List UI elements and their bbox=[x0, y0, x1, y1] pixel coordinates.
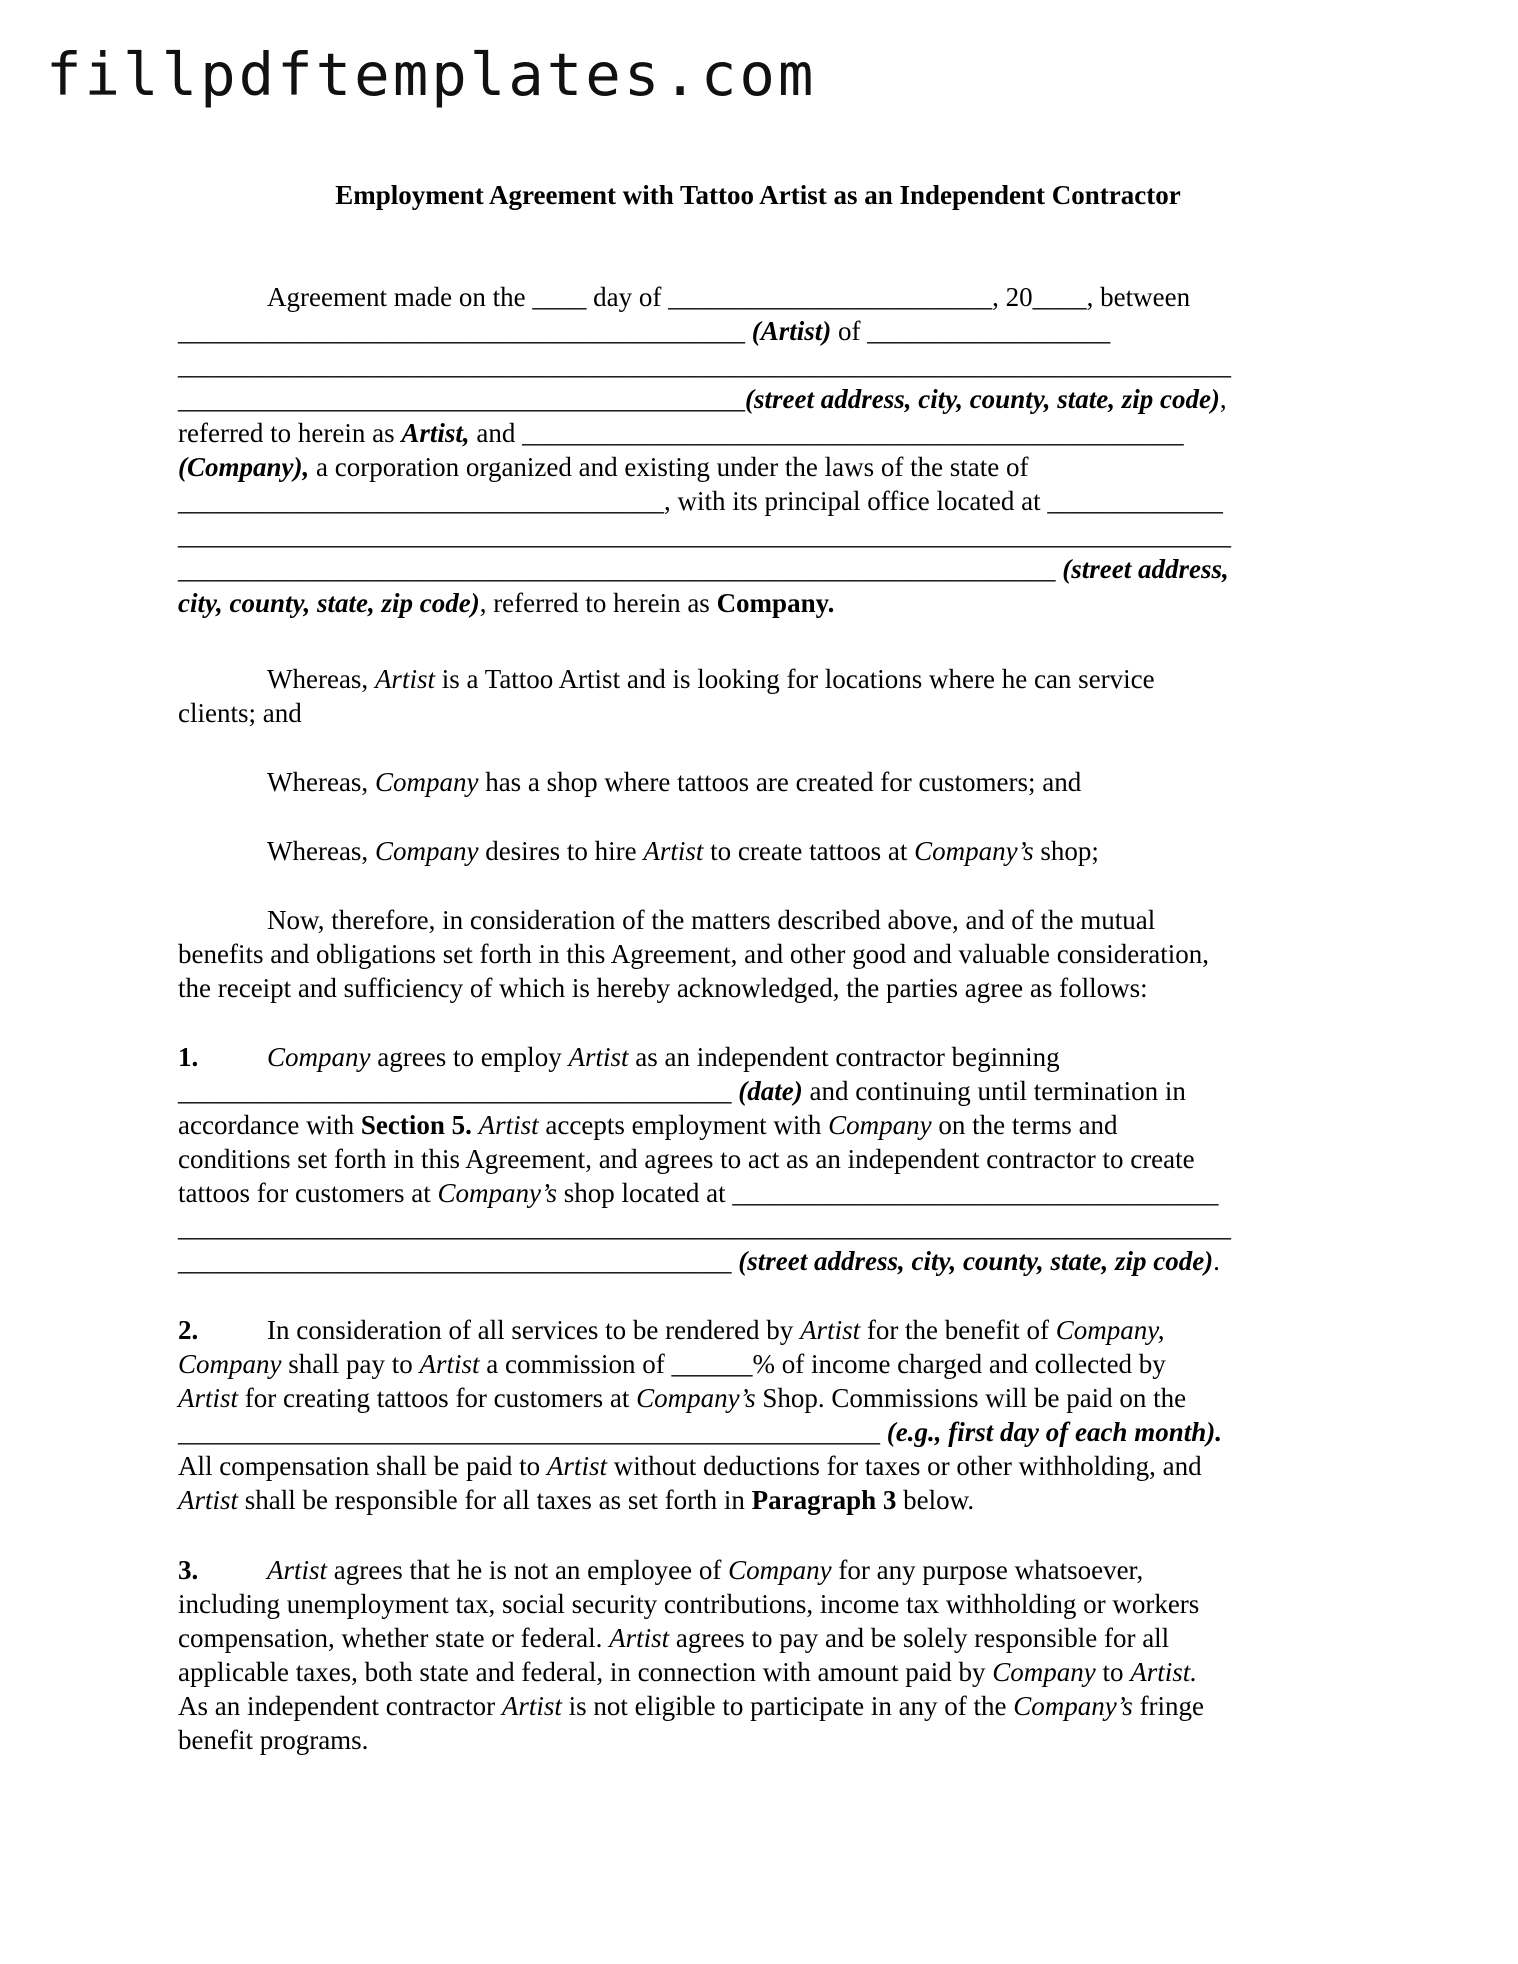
whereas-paragraph: Whereas, Company desires to hire Artist to create tattoos at Company’s shop; bbox=[267, 836, 1099, 866]
intro-line: Agreement made on the ____ day of ________________________, 20____, between bbox=[267, 282, 1191, 312]
intro-line: (Company), a corporation organized and existing under the laws of the state of bbox=[178, 452, 1029, 482]
intro-line: ______________________________________________________________________________ bbox=[178, 350, 1231, 380]
whereas-paragraph: Whereas, Company has a shop where tattoos are created for customers; and bbox=[267, 767, 1082, 797]
section-number: 3. bbox=[178, 1555, 199, 1585]
intro-line: referred to herein as Artist, and _________________________________________________ bbox=[178, 418, 1184, 448]
intro-line: __________________________________________ (Artist) of __________________ bbox=[178, 316, 1111, 346]
intro-line: __________________________________________(street address, city, county, state, zip code), bbox=[178, 384, 1227, 414]
intro-line: ______________________________________________________________________________ bbox=[178, 520, 1231, 550]
section-number: 1. bbox=[178, 1042, 199, 1072]
intro-line: ____________________________________, with its principal office located at _____________ bbox=[178, 486, 1223, 516]
intro-line: city, county, state, zip code), referred to herein as Company. bbox=[178, 588, 835, 618]
intro-line: _________________________________________________________________ (street address, bbox=[178, 554, 1229, 584]
section-3: 3. Artist agrees that he is not an employee of Company for any purpose whatsoever, including unemployment tax, social security contributions, income tax withholding or workers compensation, whether state or federal. Artist agrees to pay and be solely responsible for all applicable taxes, both state and federal, in connection with amount paid by Company to Artist. As an independent contractor Artist is not eligible to participate in any of the Company’s fringe benefit programs. bbox=[178, 1555, 1205, 1755]
document-title: Employment Agreement with Tattoo Artist as an Independent Contractor bbox=[335, 180, 1181, 210]
section-1: 1. Company agrees to employ Artist as an independent contractor beginning _________________________________________ (date) and continuing until termination in accordance with Section 5. Artist accepts employment with Company on the terms and conditions set forth in this Agreement, and agrees to act as an independent contractor to create tattoos for customers at Company’s shop located at ____________________________________ ______________________________________________________________________________ _________________________________________ (street address, city, county, state, zip code). bbox=[178, 1042, 1231, 1276]
intro-paragraph bbox=[178, 280, 1338, 620]
watermark: fillpdftemplates.com bbox=[46, 40, 817, 109]
section-2: 2. In consideration of all services to be rendered by Artist for the benefit of Company, Company shall pay to Artist a commission of ______% of income charged and collected by Artist for creating tattoos for customers at Company’s Shop. Commissions will be paid on the ____________________________________________________ (e.g., first day of each month). All compensation shall be paid to Artist without deductions for taxes or other withholding, and Artist shall be responsible for all taxes as set forth in Paragraph 3 below. bbox=[178, 1315, 1222, 1515]
now-therefore-paragraph: Now, therefore, in consideration of the matters described above, and of the mutual benefits and obligations set forth in this Agreement, and other good and valuable consideration, the receipt and sufficiency of which is hereby acknowledged, the parties agree as follows: bbox=[178, 905, 1209, 1003]
whereas-paragraph: Whereas, Artist is a Tattoo Artist and is looking for locations where he can service clients; and bbox=[178, 664, 1155, 728]
section-number: 2. bbox=[178, 1315, 199, 1345]
